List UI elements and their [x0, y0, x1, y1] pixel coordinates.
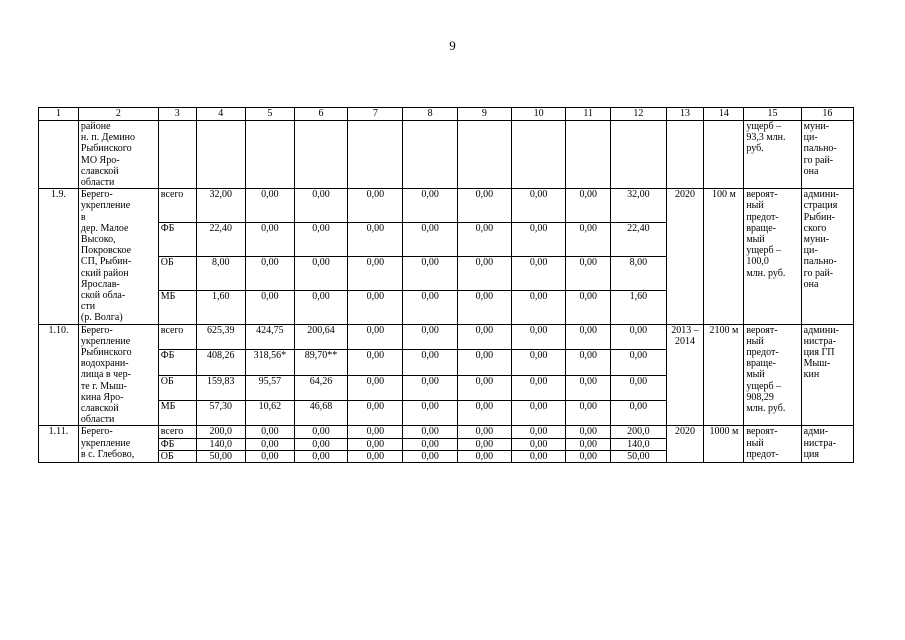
- empty-cell: [294, 121, 347, 189]
- value-cell: 0,00: [403, 438, 457, 450]
- column-number-cell: 10: [511, 108, 565, 121]
- value-cell: 0,00: [245, 223, 294, 257]
- value-cell: 0,00: [566, 189, 611, 223]
- funding-source-cell: МБ: [158, 290, 196, 324]
- value-cell: 0,00: [566, 450, 611, 462]
- value-cell: 0,00: [457, 438, 511, 450]
- value-cell: 0,00: [348, 426, 403, 438]
- length-cell: 2100 м: [704, 324, 744, 426]
- continuation-row: [39, 121, 854, 189]
- value-cell: 32,00: [196, 189, 245, 223]
- executor-cell: адми- нистра- ция: [801, 426, 853, 463]
- column-number-cell: 12: [611, 108, 666, 121]
- value-cell: 408,26: [196, 350, 245, 375]
- value-cell: 50,00: [196, 450, 245, 462]
- value-cell: 0,00: [566, 375, 611, 400]
- value-cell: 50,00: [611, 450, 666, 462]
- object-name-cell: Берего- укрепление в дер. Малое Высоко, Покровское СП, Рыбин- ский район Ярослав- ской обла- сти (р. Волга): [78, 189, 158, 324]
- funding-source-cell: всего: [158, 189, 196, 223]
- column-number-cell: 4: [196, 108, 245, 121]
- value-cell: 140,0: [611, 438, 666, 450]
- value-cell: 140,0: [196, 438, 245, 450]
- object-name-cell: Берего- укрепление в с. Глебово,: [78, 426, 158, 463]
- column-number-cell: 8: [403, 108, 457, 121]
- value-cell: 0,00: [294, 223, 347, 257]
- empty-cell: [348, 121, 403, 189]
- column-number-cell: 13: [666, 108, 704, 121]
- value-cell: 0,00: [457, 426, 511, 438]
- table-row: [39, 324, 854, 349]
- value-cell: 0,00: [403, 450, 457, 462]
- empty-cell: [704, 121, 744, 189]
- value-cell: 200,0: [196, 426, 245, 438]
- value-cell: 57,30: [196, 401, 245, 426]
- value-cell: 46,68: [294, 401, 347, 426]
- value-cell: 0,00: [348, 290, 403, 324]
- value-cell: 10,62: [245, 401, 294, 426]
- value-cell: 32,00: [611, 189, 666, 223]
- header-row: [39, 108, 854, 121]
- funding-source-cell: ФБ: [158, 223, 196, 257]
- item-number-cell: 1.11.: [39, 426, 79, 463]
- value-cell: 0,00: [566, 438, 611, 450]
- column-number-cell: 6: [294, 108, 347, 121]
- value-cell: 0,00: [511, 256, 565, 290]
- column-number-cell: 9: [457, 108, 511, 121]
- column-number-cell: 2: [78, 108, 158, 121]
- value-cell: 0,00: [457, 189, 511, 223]
- value-cell: 1,60: [611, 290, 666, 324]
- value-cell: 95,57: [245, 375, 294, 400]
- years-cell: 2020: [666, 426, 704, 463]
- value-cell: 0,00: [457, 450, 511, 462]
- value-cell: 424,75: [245, 324, 294, 349]
- column-number-cell: 15: [744, 108, 801, 121]
- program-table: [38, 107, 854, 463]
- damage-cell: ущерб – 93,3 млн. руб.: [744, 121, 801, 189]
- value-cell: 0,00: [457, 324, 511, 349]
- value-cell: 0,00: [348, 350, 403, 375]
- value-cell: 0,00: [457, 223, 511, 257]
- value-cell: 0,00: [403, 223, 457, 257]
- damage-cell: вероят- ный предот-: [744, 426, 801, 463]
- value-cell: 0,00: [348, 401, 403, 426]
- value-cell: 0,00: [403, 189, 457, 223]
- executor-cell: админи- страция Рыбин- ского муни- ци- пально- го рай- она: [801, 189, 853, 324]
- value-cell: 22,40: [196, 223, 245, 257]
- years-cell: 2013 – 2014: [666, 324, 704, 426]
- value-cell: 0,00: [566, 290, 611, 324]
- value-cell: 0,00: [611, 350, 666, 375]
- value-cell: 0,00: [294, 256, 347, 290]
- value-cell: 1,60: [196, 290, 245, 324]
- value-cell: 0,00: [566, 350, 611, 375]
- funding-source-cell: ФБ: [158, 438, 196, 450]
- item-number-cell: 1.10.: [39, 324, 79, 426]
- value-cell: 0,00: [348, 256, 403, 290]
- value-cell: 0,00: [403, 375, 457, 400]
- value-cell: 0,00: [245, 290, 294, 324]
- page-number: 9: [449, 38, 456, 53]
- column-number-cell: 7: [348, 108, 403, 121]
- value-cell: 0,00: [511, 350, 565, 375]
- value-cell: 0,00: [511, 426, 565, 438]
- funding-source-cell: всего: [158, 426, 196, 438]
- empty-cell: [245, 121, 294, 189]
- value-cell: 0,00: [611, 324, 666, 349]
- empty-cell: [457, 121, 511, 189]
- value-cell: 0,00: [511, 290, 565, 324]
- value-cell: 8,00: [196, 256, 245, 290]
- value-cell: 0,00: [348, 375, 403, 400]
- value-cell: 22,40: [611, 223, 666, 257]
- value-cell: 0,00: [403, 324, 457, 349]
- value-cell: 0,00: [294, 438, 347, 450]
- funding-source-cell: ФБ: [158, 350, 196, 375]
- value-cell: 0,00: [566, 223, 611, 257]
- value-cell: 0,00: [611, 401, 666, 426]
- column-number-cell: 1: [39, 108, 79, 121]
- value-cell: 0,00: [245, 426, 294, 438]
- value-cell: 200,0: [611, 426, 666, 438]
- value-cell: 0,00: [348, 438, 403, 450]
- value-cell: 0,00: [511, 375, 565, 400]
- funding-source-cell: ОБ: [158, 450, 196, 462]
- column-number-cell: 5: [245, 108, 294, 121]
- value-cell: 0,00: [403, 401, 457, 426]
- value-cell: 0,00: [566, 401, 611, 426]
- value-cell: 0,00: [348, 324, 403, 349]
- empty-cell: [196, 121, 245, 189]
- funding-source-cell: всего: [158, 324, 196, 349]
- length-cell: 1000 м: [704, 426, 744, 463]
- object-name-cell: районе н. п. Демино Рыбинского МО Яро- славской области: [78, 121, 158, 189]
- value-cell: 0,00: [403, 290, 457, 324]
- value-cell: 0,00: [611, 375, 666, 400]
- value-cell: 0,00: [294, 450, 347, 462]
- damage-cell: вероят- ный предот- враще- мый ущерб – 908,29 млн. руб.: [744, 324, 801, 426]
- value-cell: 318,56*: [245, 350, 294, 375]
- value-cell: 0,00: [566, 324, 611, 349]
- value-cell: 89,70**: [294, 350, 347, 375]
- empty-cell: [39, 121, 79, 189]
- value-cell: 0,00: [348, 223, 403, 257]
- value-cell: 0,00: [511, 189, 565, 223]
- column-number-cell: 11: [566, 108, 611, 121]
- empty-cell: [611, 121, 666, 189]
- column-number-cell: 14: [704, 108, 744, 121]
- value-cell: 0,00: [294, 290, 347, 324]
- object-name-cell: Берего- укрепление Рыбинского водохрани- лища в чер- те г. Мыш- кина Яро- славской области: [78, 324, 158, 426]
- value-cell: 0,00: [511, 450, 565, 462]
- value-cell: 0,00: [457, 401, 511, 426]
- value-cell: 0,00: [511, 223, 565, 257]
- value-cell: 0,00: [403, 426, 457, 438]
- value-cell: 200,64: [294, 324, 347, 349]
- value-cell: 0,00: [403, 350, 457, 375]
- years-cell: 2020: [666, 189, 704, 324]
- damage-cell: вероят- ный предот- враще- мый ущерб – 100,0 млн. руб.: [744, 189, 801, 324]
- value-cell: 0,00: [245, 256, 294, 290]
- value-cell: 159,83: [196, 375, 245, 400]
- executor-cell: админи- нистра- ция ГП Мыш- кин: [801, 324, 853, 426]
- value-cell: 0,00: [457, 350, 511, 375]
- value-cell: 0,00: [457, 256, 511, 290]
- item-number-cell: 1.9.: [39, 189, 79, 324]
- funding-source-cell: ОБ: [158, 375, 196, 400]
- length-cell: 100 м: [704, 189, 744, 324]
- empty-cell: [566, 121, 611, 189]
- value-cell: 0,00: [457, 375, 511, 400]
- value-cell: 0,00: [566, 256, 611, 290]
- value-cell: 0,00: [348, 450, 403, 462]
- value-cell: 625,39: [196, 324, 245, 349]
- value-cell: 0,00: [566, 426, 611, 438]
- table-row: [39, 426, 854, 438]
- value-cell: 0,00: [511, 438, 565, 450]
- value-cell: 0,00: [511, 401, 565, 426]
- value-cell: 0,00: [511, 324, 565, 349]
- empty-cell: [158, 121, 196, 189]
- value-cell: 8,00: [611, 256, 666, 290]
- value-cell: 0,00: [348, 189, 403, 223]
- value-cell: 0,00: [245, 189, 294, 223]
- value-cell: 64,26: [294, 375, 347, 400]
- funding-source-cell: ОБ: [158, 256, 196, 290]
- executor-cell: муни- ци- пально- го рай- она: [801, 121, 853, 189]
- empty-cell: [666, 121, 704, 189]
- value-cell: 0,00: [403, 256, 457, 290]
- value-cell: 0,00: [245, 438, 294, 450]
- column-number-cell: 16: [801, 108, 853, 121]
- empty-cell: [403, 121, 457, 189]
- value-cell: 0,00: [294, 189, 347, 223]
- table-row: [39, 189, 854, 223]
- value-cell: 0,00: [245, 450, 294, 462]
- empty-cell: [511, 121, 565, 189]
- funding-source-cell: МБ: [158, 401, 196, 426]
- value-cell: 0,00: [294, 426, 347, 438]
- column-number-cell: 3: [158, 108, 196, 121]
- value-cell: 0,00: [457, 290, 511, 324]
